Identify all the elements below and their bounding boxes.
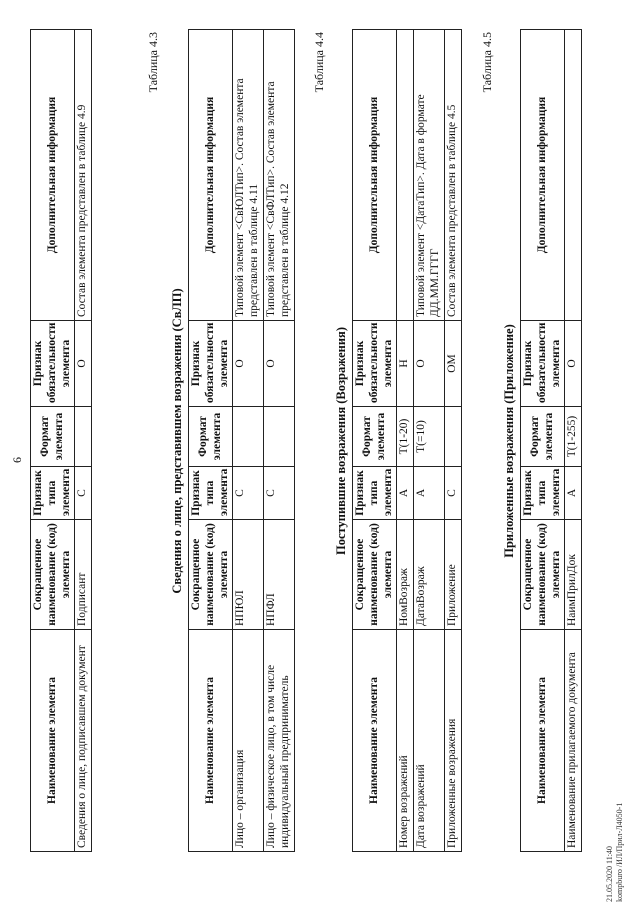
table-label-4-4: Таблица 4.4 — [312, 32, 326, 93]
cell-type: С — [444, 467, 461, 520]
cell-code: Подписант — [75, 520, 92, 630]
table-row — [75, 30, 92, 852]
cell-name: Номер возражений — [397, 630, 414, 852]
print-stamp-path: kompburo /ИЛ/Прил-Л4050-1 — [614, 802, 624, 902]
table-4-4 — [352, 29, 462, 852]
section-title-4-4: Поступившие возражения (Возражения) — [334, 327, 348, 555]
table-row — [233, 30, 264, 852]
header-type: Признак типа элемента — [521, 467, 565, 520]
cell-type: А — [565, 467, 582, 520]
cell-name: Лицо – организация — [233, 630, 264, 852]
cell-name: Приложенные возражения — [444, 630, 461, 852]
cell-required: О — [75, 321, 92, 407]
header-type: Признак типа элемента — [353, 467, 397, 520]
cell-info: Состав элемента представлен в таблице 4.5 — [444, 30, 461, 321]
cell-name: Лицо – физическое лицо, в том числе индивидуальный предприниматель — [263, 630, 294, 852]
table-header-row — [189, 30, 233, 852]
cell-info: Типовой элемент <СвФЛТип>. Состав элемента представлен в таблице 4.12 — [263, 30, 294, 321]
header-info: Дополнительная информация — [31, 30, 75, 321]
cell-format — [233, 407, 264, 467]
cell-code: НПФЛ — [263, 520, 294, 630]
cell-code: ДатаВозраж — [414, 520, 445, 630]
header-required: Признак обязательности элемента — [189, 321, 233, 407]
cell-name: Дата возражений — [414, 630, 445, 852]
cell-info: Типовой элемент <СвЮЛТип>. Состав элемента представлен в таблице 4.11 — [233, 30, 264, 321]
table-signer — [30, 29, 92, 852]
cell-required: О — [414, 321, 445, 407]
cell-name: Сведения о лице, подписавшем документ — [75, 630, 92, 852]
header-required: Признак обязательности элемента — [31, 321, 75, 407]
table-header-row — [353, 30, 397, 852]
table-4-3 — [188, 29, 295, 852]
cell-format — [263, 407, 294, 467]
table-row — [414, 30, 445, 852]
header-element-name: Наименование элемента — [521, 630, 565, 852]
cell-required: О — [263, 321, 294, 407]
cell-type: А — [414, 467, 445, 520]
table-row — [444, 30, 461, 852]
cell-info: Типовой элемент <ДатаТип>. Дата в формате ДД.ММ.ГГГГ — [414, 30, 445, 321]
print-stamp-date: 21.05.2020 11:40 — [605, 846, 614, 902]
header-element-name: Наименование элемента — [189, 630, 233, 852]
table-row — [397, 30, 414, 852]
cell-format: T(=10) — [414, 407, 445, 467]
cell-format — [444, 407, 461, 467]
header-required: Признак обязательности элемента — [521, 321, 565, 407]
table-4-5 — [520, 29, 582, 852]
header-code: Сокращенное наименование (код) элемента — [189, 520, 233, 630]
cell-info — [565, 30, 582, 321]
header-format: Формат элемента — [521, 407, 565, 467]
cell-type: С — [75, 467, 92, 520]
cell-required: О — [565, 321, 582, 407]
header-format: Формат элемента — [353, 407, 397, 467]
cell-type: А — [397, 467, 414, 520]
print-stamp — [605, 803, 624, 902]
header-code: Сокращенное наименование (код) элемента — [353, 520, 397, 630]
cell-format: T(1-255) — [565, 407, 582, 467]
cell-type: С — [263, 467, 294, 520]
cell-required: Н — [397, 321, 414, 407]
table-header-row — [521, 30, 565, 852]
cell-code: Приложение — [444, 520, 461, 630]
header-type: Признак типа элемента — [189, 467, 233, 520]
header-required: Признак обязательности элемента — [353, 321, 397, 407]
header-format: Формат элемента — [189, 407, 233, 467]
header-element-name: Наименование элемента — [31, 630, 75, 852]
table-label-4-3: Таблица 4.3 — [146, 32, 160, 93]
page-number: 6 — [10, 457, 24, 463]
cell-format — [75, 407, 92, 467]
table-header-row — [31, 30, 75, 852]
cell-format: T(1-20) — [397, 407, 414, 467]
cell-info — [397, 30, 414, 321]
cell-code: НПЮЛ — [233, 520, 264, 630]
table-row — [565, 30, 582, 852]
section-title-4-5: Приложенные возражения (Приложение) — [502, 324, 516, 558]
cell-required: О — [233, 321, 264, 407]
header-format: Формат элемента — [31, 407, 75, 467]
header-info: Дополнительная информация — [189, 30, 233, 321]
header-element-name: Наименование элемента — [353, 630, 397, 852]
table-row — [263, 30, 294, 852]
header-code: Сокращенное наименование (код) элемента — [521, 520, 565, 630]
cell-info: Состав элемента представлен в таблице 4.9 — [75, 30, 92, 321]
cell-name: Наименование прилагаемого документа — [565, 630, 582, 852]
header-type: Признак типа элемента — [31, 467, 75, 520]
cell-type: С — [233, 467, 264, 520]
table-label-4-5: Таблица 4.5 — [480, 32, 494, 93]
cell-code: НаимПрилДок — [565, 520, 582, 630]
header-info: Дополнительная информация — [521, 30, 565, 321]
section-title-4-3: Сведения о лице, представившем возражения (СвЛП) — [170, 288, 184, 594]
cell-code: НомВозраж — [397, 520, 414, 630]
cell-required: ОМ — [444, 321, 461, 407]
header-code: Сокращенное наименование (код) элемента — [31, 520, 75, 630]
header-info: Дополнительная информация — [353, 30, 397, 321]
